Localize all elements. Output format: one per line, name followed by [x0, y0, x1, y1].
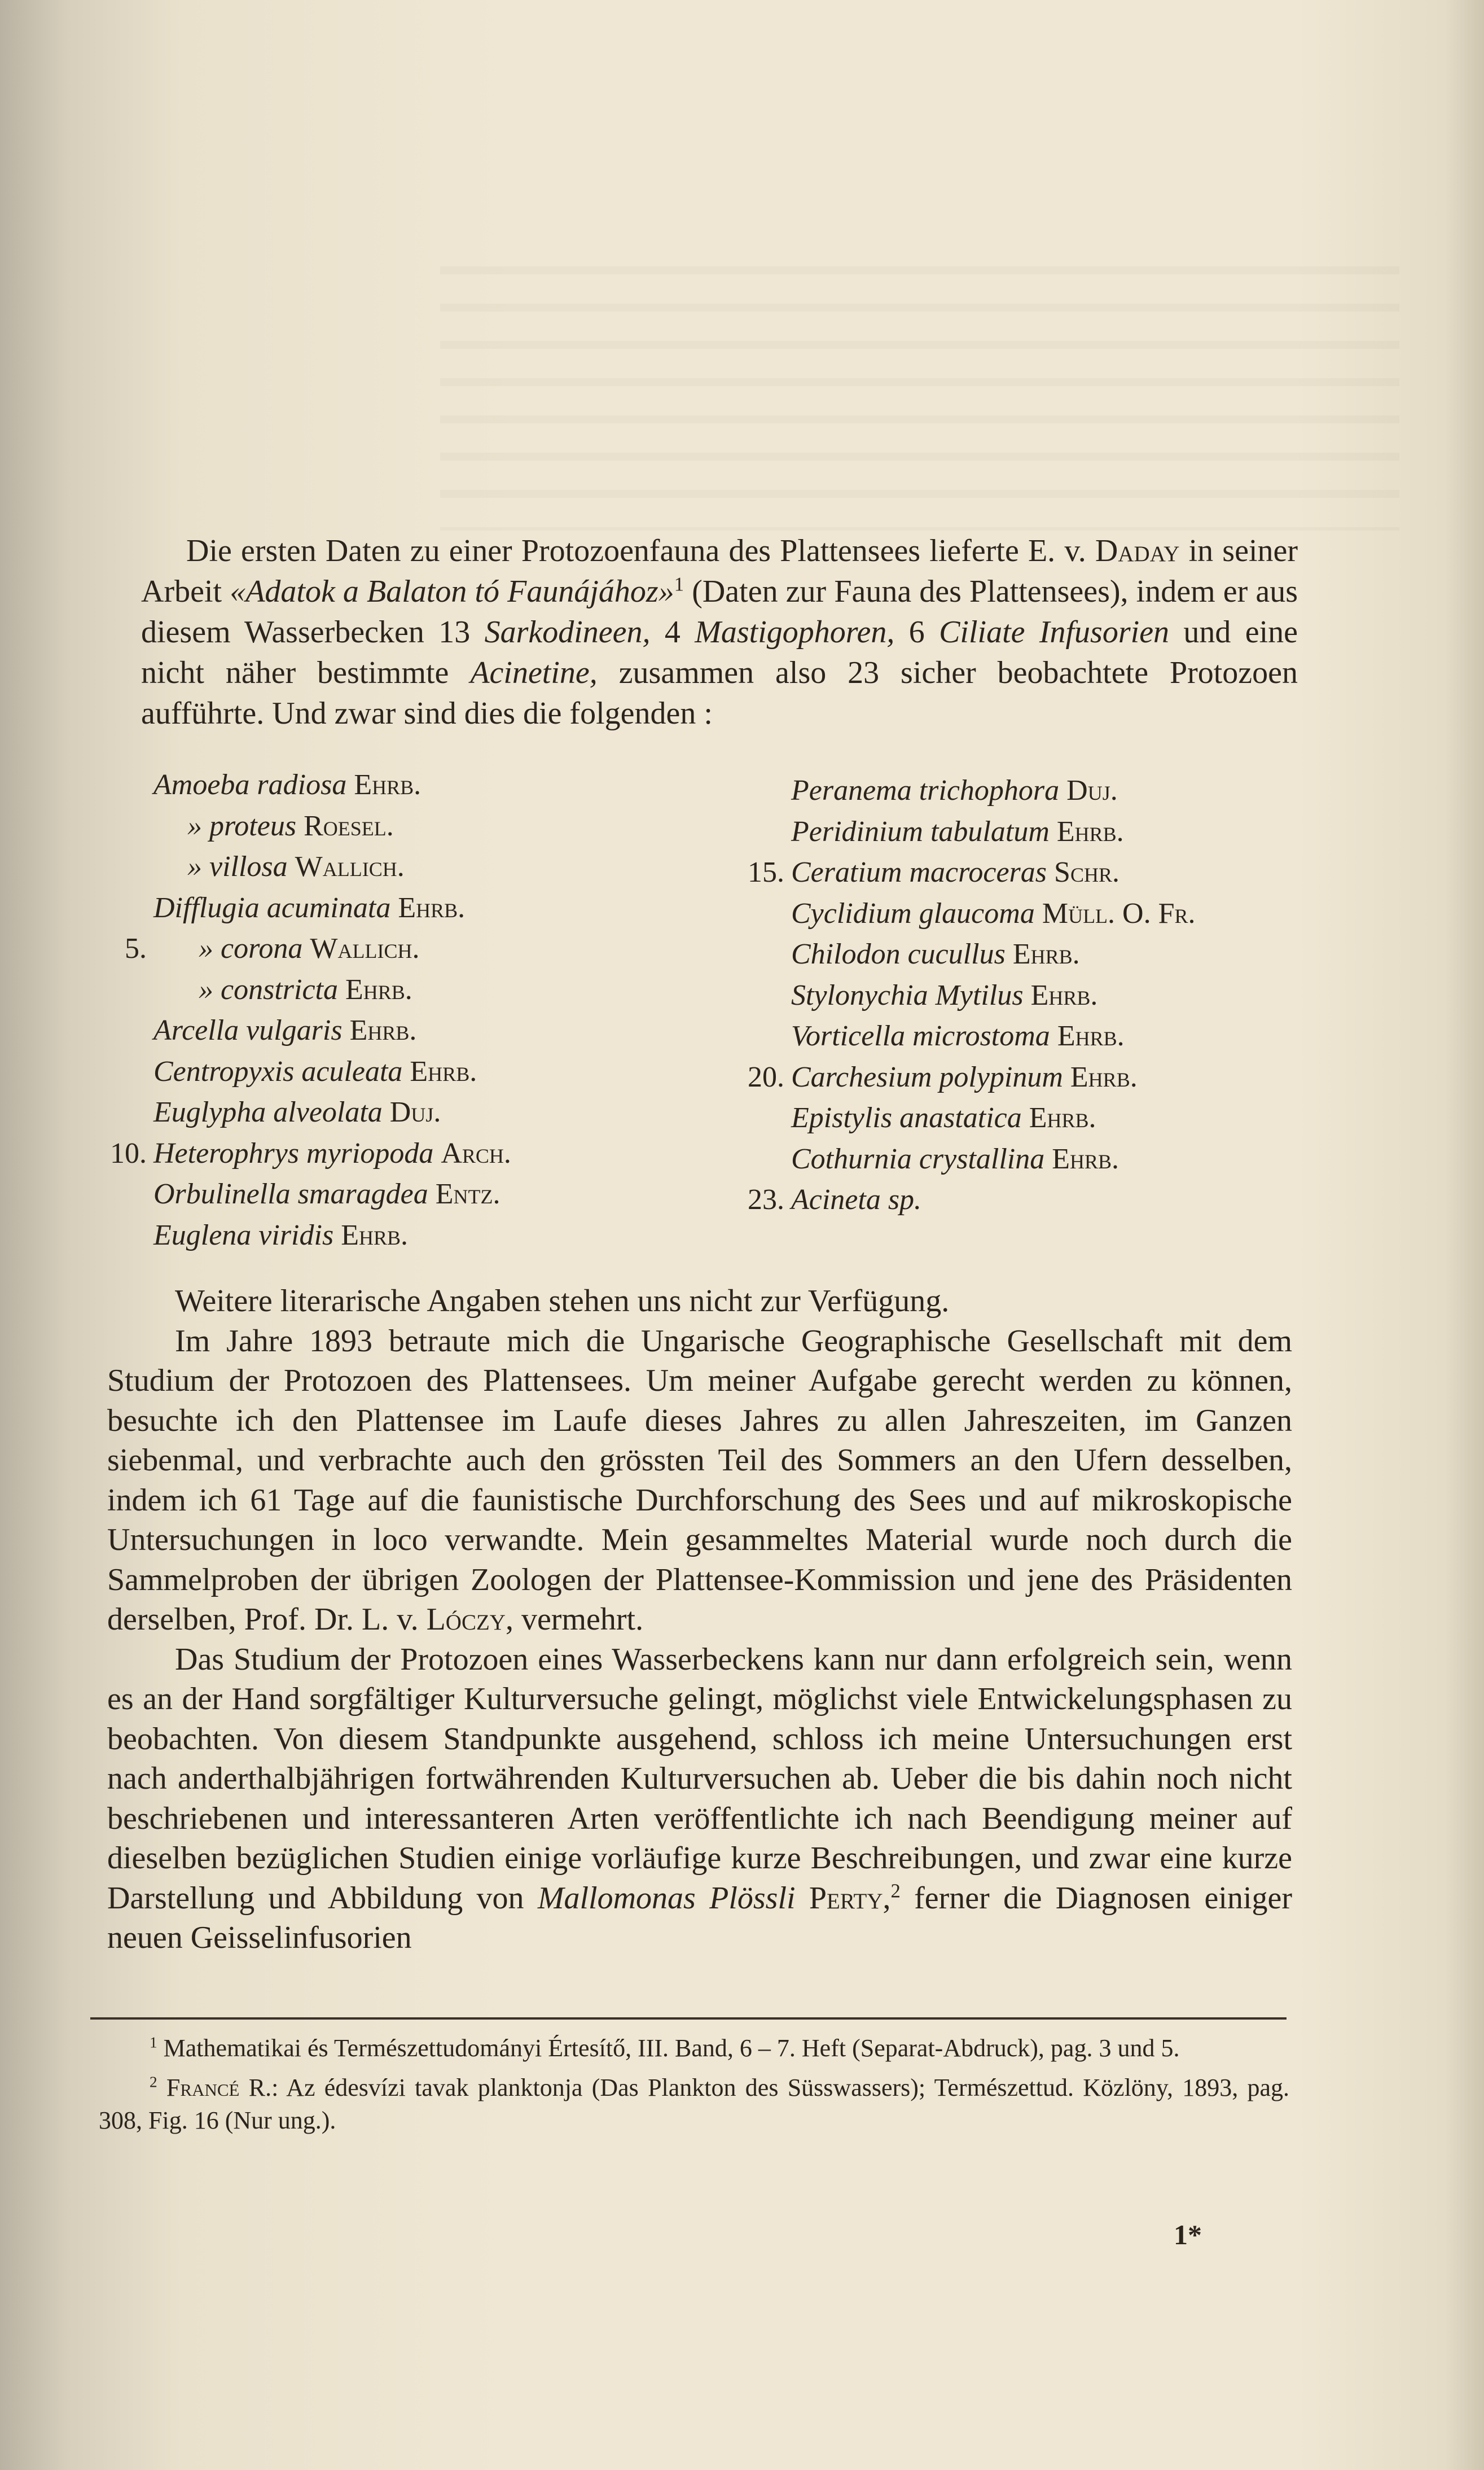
work-title: «Adatok a Balaton tó Faunájához»: [230, 574, 674, 609]
species-name: Epistylis anastatica: [791, 1102, 1022, 1134]
species-item: [96, 1215, 511, 1256]
species-authority: Wallich.: [310, 932, 420, 965]
footnote-rule: [90, 2017, 1287, 2020]
species-item: [734, 770, 1196, 812]
species-item: [734, 1180, 1196, 1221]
species-name: Cyclidium glaucoma: [791, 897, 1035, 930]
species-item: [96, 1133, 511, 1175]
species-name: Peridinium tabulatum: [791, 815, 1050, 848]
body-segment: Im Jahre 1893 betraute mich die Ungarische Geographische Gesellschaft mit dem Studium der Protozoen des Plattensees. Um meiner Aufgabe gerecht werden zu können, besuchte ich den Plattensee im Laufe dieses Jahres zu allen Jahreszeiten, im Ganzen siebenmal, und verbrachte auch den grössten Teil des Sommers an den Ufern desselben, indem ich 61 Tage auf die faunistische Durchforschung des Sees und auf mikroskopische Untersuchungen in loco verwandte. Mein gesammeltes Material wurde noch durch die Sammelproben der übrigen Zoologen der Plattensee-Kommission und jene des Präsidenten derselben, Prof. Dr. L. v.: [107, 1323, 1292, 1637]
intro-segment: 4: [664, 615, 680, 650]
species-name: Heterophrys myriopoda: [153, 1137, 434, 1170]
species-authority: Ehrb.: [398, 891, 466, 924]
species-authority: Müll. O. Fr.: [1042, 897, 1196, 930]
species-item: [734, 1139, 1196, 1180]
species-name: Centropyxis aculeata: [153, 1055, 403, 1088]
species-item: [96, 806, 511, 847]
species-authority: Ehrb.: [1070, 1061, 1138, 1093]
species-authority: Ehrb.: [341, 1219, 408, 1251]
species-name: Amoeba radiosa: [153, 769, 347, 801]
body-segment: ferner die Diagnosen einiger neuen Geisselinfusorien: [107, 1880, 1293, 1955]
footnote-number: 1: [150, 2034, 157, 2051]
species-item: [734, 1057, 1196, 1098]
body-segment: vermehrt.: [521, 1602, 644, 1637]
species-item: [734, 1016, 1196, 1057]
species-name: Stylonychia Mytilus: [791, 979, 1024, 1011]
footnote-marker: 1: [674, 573, 684, 595]
species-name: Euglypha alveolata: [153, 1096, 383, 1128]
species-item: [96, 888, 511, 929]
species-name: Difflugia acuminata: [153, 891, 391, 924]
species-authority: Duj.: [1066, 774, 1118, 807]
species-name: » corona: [199, 932, 303, 965]
species-authority: Duj.: [389, 1096, 441, 1128]
species-authority: Ehrb.: [1012, 938, 1080, 970]
species-item: [734, 934, 1196, 975]
intro-segment: und eine nicht näher bestimmte: [141, 615, 1298, 690]
species-name: Peranema trichophora: [791, 774, 1060, 807]
species-item: [96, 1052, 511, 1093]
species-list-left: [96, 765, 511, 1256]
species-item: [734, 1098, 1196, 1139]
species-item: [96, 847, 511, 888]
species-authority: Roesel.: [304, 809, 394, 842]
body-paragraph: [107, 1321, 1292, 1640]
species-number: 10.: [110, 1137, 147, 1170]
species-authority: Ehrb.: [1057, 1020, 1125, 1052]
species-number: 23.: [748, 1184, 784, 1216]
intro-segment: Die ersten Daten zu einer Protozoenfauna des Plattensees lieferte E. v.: [186, 533, 1086, 568]
species-authority: Ehrb.: [1030, 979, 1098, 1011]
species-authority: Ehrb.: [1056, 815, 1124, 848]
intro-text: [141, 531, 1298, 734]
page-number: 1*: [1174, 2219, 1202, 2250]
species-item: [734, 852, 1196, 894]
footnote-number: 2: [150, 2073, 157, 2091]
species-authority: Arch.: [441, 1137, 511, 1170]
species-item: [734, 975, 1196, 1017]
taxon-group: Mastigophoren,: [695, 615, 895, 650]
species-name: Ceratium macroceras: [791, 856, 1047, 888]
species-item: [96, 1092, 511, 1133]
species-number: 20.: [748, 1061, 784, 1093]
species-name: Chilodon cucullus: [791, 938, 1006, 970]
intro-segment: (Daten zur Fauna des Plattensees), indem er aus diesem Wasserbecken 13: [141, 574, 1298, 650]
species-name: Acineta sp.: [791, 1184, 922, 1216]
footnote-marker: 2: [890, 1879, 901, 1902]
species-item: [96, 1010, 511, 1052]
intro-segment: zusammen also 23 sicher beobachtete Protozoen aufführte. Und zwar sind dies die folgenden :: [141, 655, 1298, 731]
species-name: » villosa: [187, 851, 288, 883]
author-name: Perty,: [809, 1880, 891, 1916]
intro-paragraph: [141, 531, 1298, 734]
footnote-text: R.: Az édesvízi tavak planktonja (Das Plankton des Süsswassers); Természettud. Közlöny, 1893, pag. 308, Fig. 16 (Nur ung.).: [99, 2074, 1290, 2134]
taxon-group: Acinetine,: [470, 655, 598, 690]
bleed-through-shadow: [440, 237, 1399, 531]
taxon-group: Sarkodineen,: [484, 615, 651, 650]
species-authority: Ehrb.: [354, 769, 422, 801]
body-paragraph: [107, 1640, 1292, 1958]
species-authority: Ehrb.: [349, 1014, 417, 1046]
species-name: » constricta: [199, 973, 338, 1006]
species-authority: Entz.: [435, 1178, 500, 1210]
taxon-group: Ciliate Infusorien: [939, 615, 1170, 650]
species-item: [96, 765, 511, 806]
body-paragraph: Weitere literarische Angaben stehen uns nicht zur Verfügung.: [175, 1284, 950, 1319]
species-item: [734, 812, 1196, 853]
species-item: [96, 1174, 511, 1215]
body-text: [107, 1281, 1292, 1958]
author-name: Francé: [166, 2074, 240, 2101]
species-authority: Wallich.: [295, 851, 405, 883]
species-item: [734, 894, 1196, 935]
footnote: [99, 2032, 1289, 2065]
species-name: Euglena viridis: [153, 1219, 334, 1251]
species-list-right: [734, 770, 1196, 1221]
footnote: [99, 2072, 1289, 2137]
species-name: Vorticella microstoma: [791, 1020, 1050, 1052]
species-item: [96, 970, 511, 1011]
species-number: 15.: [748, 856, 784, 888]
species-name: Mallomonas Plössli: [537, 1880, 796, 1916]
species-authority: Ehrb.: [345, 973, 412, 1006]
intro-segment: in seiner Arbeit: [141, 533, 1298, 609]
species-number: 5.: [125, 932, 147, 965]
species-name: » proteus: [187, 809, 297, 842]
author-name: Daday: [1095, 533, 1180, 568]
species-authority: Schr.: [1054, 856, 1119, 888]
intro-segment: 6: [908, 615, 925, 650]
footnote-text: Mathematikai és Természettudományi Értesítő, III. Band, 6 – 7. Heft (Separat-Abdruck), pag. 3 und 5.: [163, 2034, 1180, 2062]
species-name: Orbulinella smaragdea: [153, 1178, 428, 1210]
body-segment: Das Studium der Protozoen eines Wasserbeckens kann nur dann erfolgreich sein, wenn es an der Hand sorgfältiger Kulturversuche gelingt, möglichst viele Entwickelungsphasen zu beobachten. Von diesem Standpunkte ausgehend, schloss ich meine Untersuchungen erst nach anderthalbjährigen fortwährenden Kulturversuchen ab. Ueber die bis dahin noch nicht beschriebenen und interessanteren Arten veröffentlichte ich nach Beendigung meiner auf dieselben bezüglichen Studien einige vorläufige kurze Beschreibungen, und zwar eine kurze Darstellung und Abbildung von: [107, 1641, 1292, 1916]
species-authority: Ehrb.: [1029, 1102, 1096, 1134]
species-name: Carchesium polypinum: [791, 1061, 1063, 1093]
author-name: Lóczy,: [426, 1602, 513, 1637]
species-authority: Ehrb.: [1052, 1142, 1119, 1175]
species-name: Arcella vulgaris: [153, 1014, 343, 1046]
footnotes: [99, 2032, 1289, 2144]
species-name: Cothurnia crystallina: [791, 1142, 1045, 1175]
species-authority: Ehrb.: [410, 1055, 477, 1088]
species-item: [96, 929, 511, 970]
